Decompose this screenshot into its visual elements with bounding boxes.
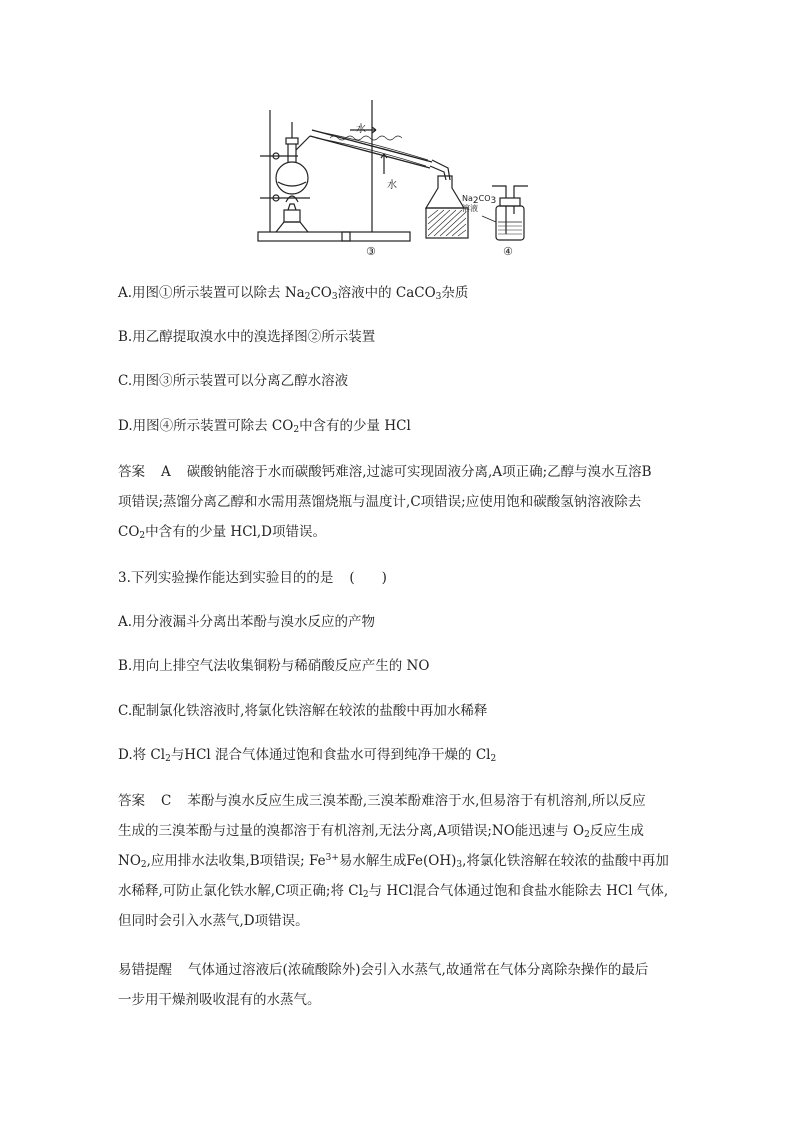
alcohol-lamp <box>284 210 300 222</box>
question-3-stem: 3.下列实验操作能达到实验目的的是 ( ) <box>118 570 387 586</box>
stand-base-2 <box>342 232 410 241</box>
figure-label-4: ④ <box>503 245 513 258</box>
answer-choice: A <box>161 464 171 480</box>
error-tip: 易错提醒 气体通过溶液后(浓硫酸除外)会引入水蒸气,故通常在气体分离除杂操作的最后 一步用干燥剂吸收混有的水蒸气。 <box>118 962 649 1008</box>
option-a: A.用图①所示装置可以除去 $Na_2CO_3$溶液中的 CaCO$_3$杂质 <box>118 285 469 302</box>
apparatus-figure <box>250 98 560 260</box>
apparatus-drawing <box>250 98 560 260</box>
answer-blank: ( ) <box>349 570 387 586</box>
q3-option-b: B.用向上排空气法收集铜粉与稀硝酸反应产生的 NO <box>118 658 430 674</box>
answer-3: 答案 C 苯酚与溴水反应生成三溴苯酚,三溴苯酚难溶于水,但易溶于有机溶剂,所以反应 生成的三溴苯酚与过量的溴都溶于有机溶剂,无法分离,A项错误;NO能迅速与 $O_2$反应生成 $NO_2$,应用排水法收集,B项错误; $Fe^{3+}$易水解生成$Fe(OH)_3$,将氯化铁溶解在较浓的盐酸中再加 水稀释,可防止氯化铁水解,C项正确;将 $Cl_2$与 HCl混合气体通过饱和食盐水能除去 HCl 气体, 但同时会引入水蒸气,D项错误。 <box>118 793 669 929</box>
answer-label: 答案 <box>118 793 145 809</box>
water-top-label: 水 <box>356 124 366 135</box>
answer-2: 答案 A 碳酸钠能溶于水而碳酸钙难溶,过滤可实现固液分离,A项正确;乙醇与溴水互溶B 项错误;蒸馏分离乙醇和水需用蒸馏烧瓶与温度计,C项错误;应使用饱和碳酸氢钠溶液除去 $CO_2$中含有的少量 HCl,D项错误。 <box>118 464 652 541</box>
q3-option-d: D.将 $Cl_2$与HCl 混合气体通过饱和食盐水可得到纯净干燥的 $Cl_2$ <box>118 747 497 764</box>
flame <box>286 196 298 202</box>
option-c: C.用图③所示装置可以分离乙醇水溶液 <box>118 373 349 389</box>
q3-option-c: C.配制氯化铁溶液时,将氯化铁溶解在较浓的盐酸中再加水稀释 <box>118 703 488 719</box>
distillation-flask <box>276 162 308 194</box>
answer-choice: C <box>161 793 172 809</box>
q3-option-a: A.用分液漏斗分离出苯酚与溴水反应的产物 <box>118 614 376 630</box>
tip-label: 易错提醒 <box>118 962 172 978</box>
receiving-flask <box>426 176 464 208</box>
option-b: B.用乙醇提取溴水中的溴选择图②所示装置 <box>118 329 376 345</box>
gas-washing-bottle <box>496 206 524 240</box>
answer-label: 答案 <box>118 464 145 480</box>
reagent-label: $Na_2CO_3$ 溶液 <box>462 194 497 213</box>
figure-label-3: ③ <box>366 245 376 258</box>
water-side-label: 水 <box>387 180 397 191</box>
stand-base-1 <box>258 232 350 241</box>
option-d: D.用图④所示装置可除去 $CO_2$中含有的少量 HCl <box>118 418 411 435</box>
